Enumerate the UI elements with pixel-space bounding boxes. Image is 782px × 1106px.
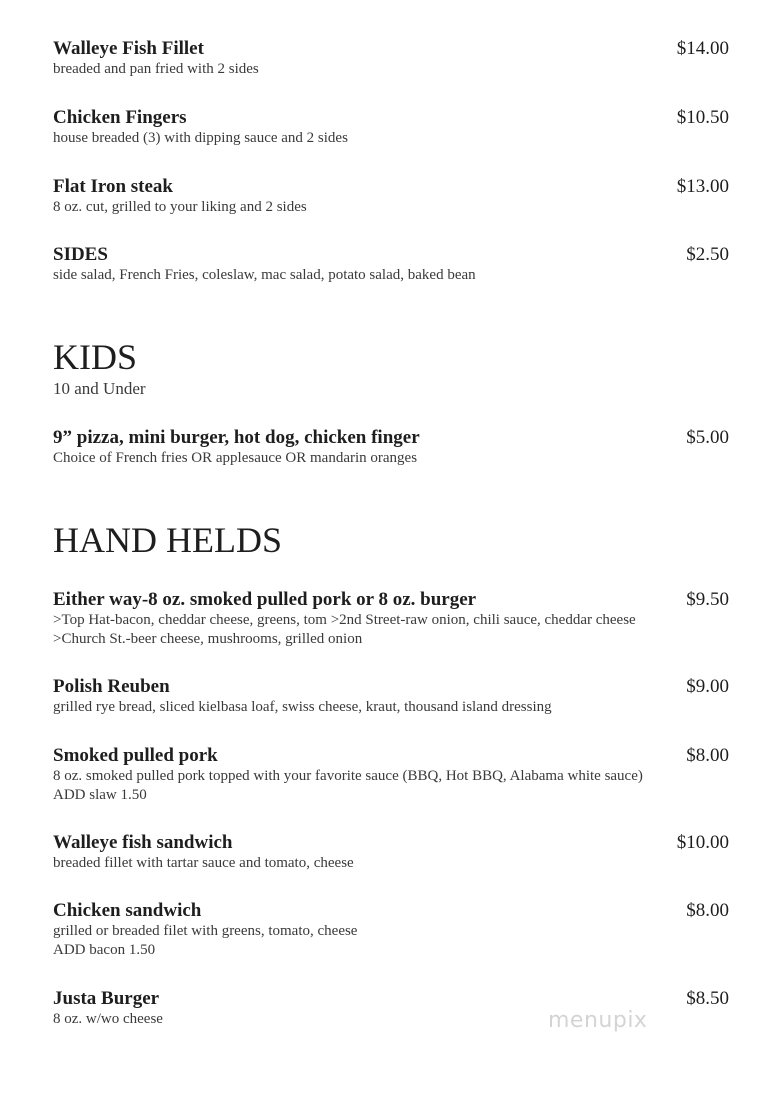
section-title-kids: KIDS (53, 337, 138, 377)
item-price: $5.00 (686, 427, 729, 448)
item-price: $8.00 (686, 745, 729, 766)
item-description: side salad, French Fries, coleslaw, mac salad, potato salad, baked bean (53, 267, 476, 283)
item-description: 8 oz. w/wo cheese (53, 1011, 163, 1027)
item-price: $9.50 (686, 589, 729, 610)
item-name: SIDES (53, 244, 108, 265)
menu-item-walleye-fish-fillet (53, 38, 729, 79)
item-description: ADD slaw 1.50 (53, 787, 147, 803)
item-name: Justa Burger (53, 988, 160, 1009)
item-name: Chicken sandwich (53, 900, 202, 921)
watermark-logo: menupix (548, 1008, 648, 1033)
item-name: 9” pizza, mini burger, hot dog, chicken finger (53, 427, 420, 448)
item-description: >Top Hat-bacon, cheddar cheese, greens, tom >2nd Street-raw onion, chili sauce, cheddar cheese (53, 612, 636, 628)
item-price: $8.00 (686, 900, 729, 921)
menu-item-smoked-pulled-pork (53, 745, 729, 805)
item-description: ADD bacon 1.50 (53, 942, 156, 958)
menu-item-chicken-fingers (53, 107, 729, 148)
menu-item-chicken-sandwich (53, 900, 729, 960)
item-price: $13.00 (676, 176, 729, 197)
item-description: house breaded (3) with dipping sauce and 2 sides (53, 130, 348, 146)
item-name: Smoked pulled pork (53, 745, 218, 766)
item-price: $10.50 (676, 107, 729, 128)
menu-item-sides (53, 244, 729, 285)
item-name: Walleye Fish Fillet (53, 38, 204, 59)
item-price: $8.50 (686, 988, 729, 1009)
menu-item-polish-reuben (53, 676, 729, 717)
item-name: Chicken Fingers (53, 107, 187, 128)
item-description: 8 oz. cut, grilled to your liking and 2 sides (53, 199, 307, 215)
item-price: $14.00 (676, 38, 729, 59)
item-price: $10.00 (676, 832, 729, 853)
section-subtitle-kids: 10 and Under (53, 379, 146, 398)
item-description: breaded and pan fried with 2 sides (53, 61, 259, 77)
item-price: $2.50 (686, 244, 729, 265)
menu-item-walleye-fish-sandwich (53, 832, 729, 873)
item-name: Flat Iron steak (53, 176, 173, 197)
item-description: Choice of French fries OR applesauce OR mandarin oranges (53, 450, 418, 466)
menu-item-either-way (53, 589, 729, 649)
menu-item-kids-meal (53, 427, 729, 468)
item-description: 8 oz. smoked pulled pork topped with your favorite sauce (BBQ, Hot BBQ, Alabama white sauce) (53, 768, 643, 784)
item-name: Either way-8 oz. smoked pulled pork or 8 oz. burger (53, 589, 477, 610)
item-description: >Church St.-beer cheese, mushrooms, grilled onion (53, 631, 363, 647)
item-price: $9.00 (686, 676, 729, 697)
section-title-hand-helds: HAND HELDS (53, 520, 282, 560)
item-name: Walleye fish sandwich (53, 832, 233, 853)
item-description: grilled or breaded filet with greens, tomato, cheese (53, 923, 358, 939)
item-description: breaded fillet with tartar sauce and tomato, cheese (53, 855, 354, 871)
item-name: Polish Reuben (53, 676, 170, 697)
item-description: grilled rye bread, sliced kielbasa loaf, swiss cheese, kraut, thousand island dressing (53, 699, 552, 715)
menu-item-flat-iron-steak (53, 176, 729, 217)
